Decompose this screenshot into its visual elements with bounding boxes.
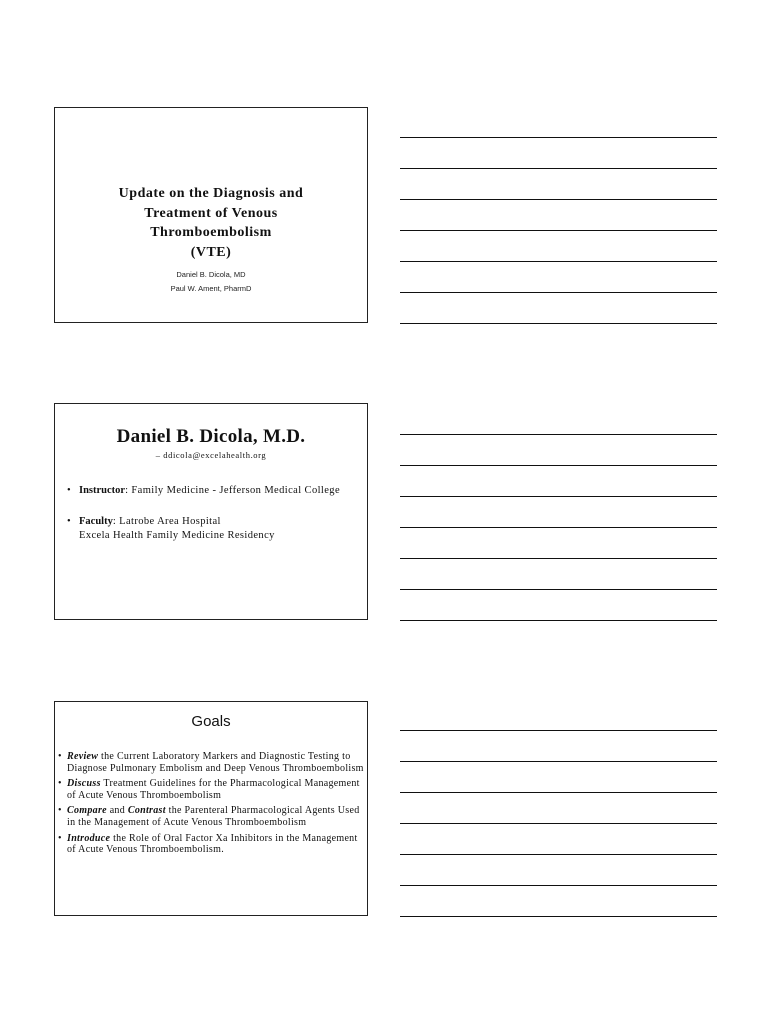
- bullet: •: [58, 778, 62, 790]
- slide-2: [54, 403, 368, 620]
- email: – ddicola@excelahealth.org: [155, 450, 267, 460]
- list-item: [56, 805, 365, 828]
- item-text: Treatment Guidelines for the Pharmacological Management of Acute Venous Thromboembolism: [67, 778, 360, 801]
- slide-3: [54, 701, 368, 916]
- bullet: •: [58, 751, 62, 762]
- bullet: •: [58, 832, 62, 844]
- keyword: Introduce: [67, 832, 111, 844]
- note-line: [400, 496, 717, 497]
- note-line: [400, 558, 717, 559]
- keyword: Discuss: [67, 778, 101, 790]
- title-line: Update on the Diagnosis and: [118, 186, 304, 201]
- note-line: [400, 589, 717, 590]
- list-item: [56, 833, 365, 856]
- item-text: the Role of Oral Factor Xa Inhibitors in the Management of Acute Venous Thromboembolism.: [67, 832, 358, 856]
- item-text: : Latrobe Area Hospital: [112, 516, 221, 527]
- keyword: Contrast: [127, 805, 166, 817]
- note-line: [400, 620, 717, 621]
- item-label: Faculty: [79, 516, 113, 527]
- list-item: [67, 484, 353, 498]
- list-item: [67, 515, 353, 543]
- note-line: [400, 854, 717, 855]
- slide-3-title: Goals: [191, 713, 231, 730]
- note-line: [400, 137, 717, 138]
- slide-1-title: [55, 184, 367, 262]
- author-1: Daniel B. Dicola, MD: [176, 270, 246, 279]
- note-line: [400, 434, 717, 435]
- slide-2-list: [67, 484, 353, 560]
- author-2: Paul W. Ament, PharmD: [170, 284, 252, 293]
- item-text: : Family Medicine - Jefferson Medical College: [125, 485, 340, 496]
- note-line: [400, 885, 717, 886]
- item-text-line2: Excela Health Family Medicine Residency: [79, 530, 275, 541]
- bullet: •: [67, 516, 72, 527]
- note-line: [400, 323, 717, 324]
- note-line: [400, 168, 717, 169]
- list-item: [56, 751, 365, 774]
- title-line: (VTE): [190, 244, 232, 260]
- note-line: [400, 761, 717, 762]
- title-line: Treatment of Venous: [144, 205, 278, 221]
- slide-2-title: Daniel B. Dicola, M.D.: [116, 426, 306, 447]
- keyword: Review: [67, 751, 99, 762]
- note-line: [400, 792, 717, 793]
- item-label: Instructor: [79, 485, 126, 496]
- title-line: Thromboembolism: [150, 225, 272, 240]
- note-line: [400, 527, 717, 528]
- note-line: [400, 230, 717, 231]
- note-line: [400, 823, 717, 824]
- note-line: [400, 916, 717, 917]
- item-text: and: [106, 805, 128, 817]
- bullet: •: [58, 805, 62, 817]
- slide-1: [54, 107, 368, 323]
- goals-list: [56, 751, 365, 860]
- note-line: [400, 199, 717, 200]
- keyword: Compare: [67, 805, 107, 817]
- note-line: [400, 730, 717, 731]
- note-line: [400, 261, 717, 262]
- note-line: [400, 465, 717, 466]
- item-text: the Current Laboratory Markers and Diagnostic Testing to Diagnose Pulmonary Embolism and Deep Venous Thromboembolism: [67, 751, 364, 774]
- bullet: •: [67, 485, 72, 496]
- note-line: [400, 292, 717, 293]
- item-text: the Parenteral Pharmacological Agents Used in the Management of Acute Venous Thromboembolism: [67, 805, 360, 828]
- list-item: [56, 778, 365, 801]
